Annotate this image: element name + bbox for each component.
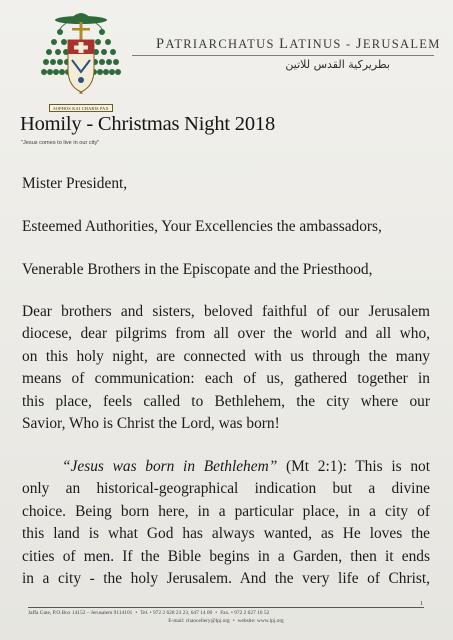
footer-web-line: E-mail: chancellery@lpj.org • website: www.lpj.org (168, 618, 284, 624)
scripture-quote: “Jesus was born in Bethlehem” (62, 458, 278, 475)
paragraph-1 (22, 301, 430, 435)
paragraph-line: on this holy night, are connected with us through the many (22, 347, 430, 365)
footer-website: website: www.lpj.org (237, 618, 284, 624)
paragraph-line: this place, feels called to Bethlehem, the city where our (22, 392, 430, 410)
paragraph-line: “Jesus was born in Bethlehem” (Mt 2:1): This is not (62, 458, 430, 475)
document-subtitle: "Jesus comes to live in our city" (21, 140, 100, 146)
institution-name: PATRIARCHATUS LATINUS - JERUSALEM (156, 36, 441, 52)
paragraph-line: choice. Being born here, in a particular place, in a city of (22, 502, 430, 520)
footer-fax: Fax. • 972 2 627 16 52 (220, 610, 270, 616)
paragraph-line: in a city - the holy Jerusalem. And the very life of Christ, (22, 570, 430, 588)
paragraph-line: Savior, Who is Christ the Lord, was born! (22, 415, 280, 433)
footer-email: E-mail: chancellery@lpj.org (168, 618, 230, 624)
paragraph-line: this land is what God has always wanted, as He loves the (22, 525, 430, 543)
paragraph-line: means of communication: each of us, gathered together in (22, 370, 430, 388)
page-number: 1 (420, 600, 424, 607)
paragraph-line: diocese, dear pilgrims from all over the world and all who, (22, 325, 430, 343)
coat-of-arms-icon (38, 8, 124, 112)
institution-name-arabic: بطريركية القدس للاتين (285, 58, 390, 71)
footer-divider (28, 607, 424, 608)
coat-motto-banner: SOPHOS KAI CHARIS PAX (49, 104, 113, 112)
footer-phone: Tel. • 972 2 628 23 23, 647 14 00 (140, 610, 213, 616)
salutation-authorities: Esteemed Authorities, Your Excellencies the ambassadors, (22, 218, 382, 235)
paragraph-2 (22, 456, 430, 590)
footer-address: Jaffa Gate, P.O.Box 14152 – Jerusalem 9114101 (28, 610, 133, 616)
salutation-president: Mister President, (22, 175, 128, 192)
paragraph-line: Dear brothers and sisters, beloved faithful of our Jerusalem (22, 303, 430, 320)
document-title: Homily - Christmas Night 2018 (20, 113, 276, 135)
header-divider (132, 55, 434, 56)
paragraph-line: only an historical-geographical indication but a divine (22, 480, 430, 498)
paragraph-line: cities of men. If the Bible begins in a Garden, then it ends (22, 547, 430, 565)
footer-contact-line: Jaffa Gate, P.O.Box 14152 – Jerusalem 9114101 • Tel. • 972 2 628 23 23, 647 14 00 • Fax. • 972 2 627 16 52 (28, 610, 270, 616)
salutation-brothers: Venerable Brothers in the Episcopate and the Priesthood, (22, 261, 373, 278)
